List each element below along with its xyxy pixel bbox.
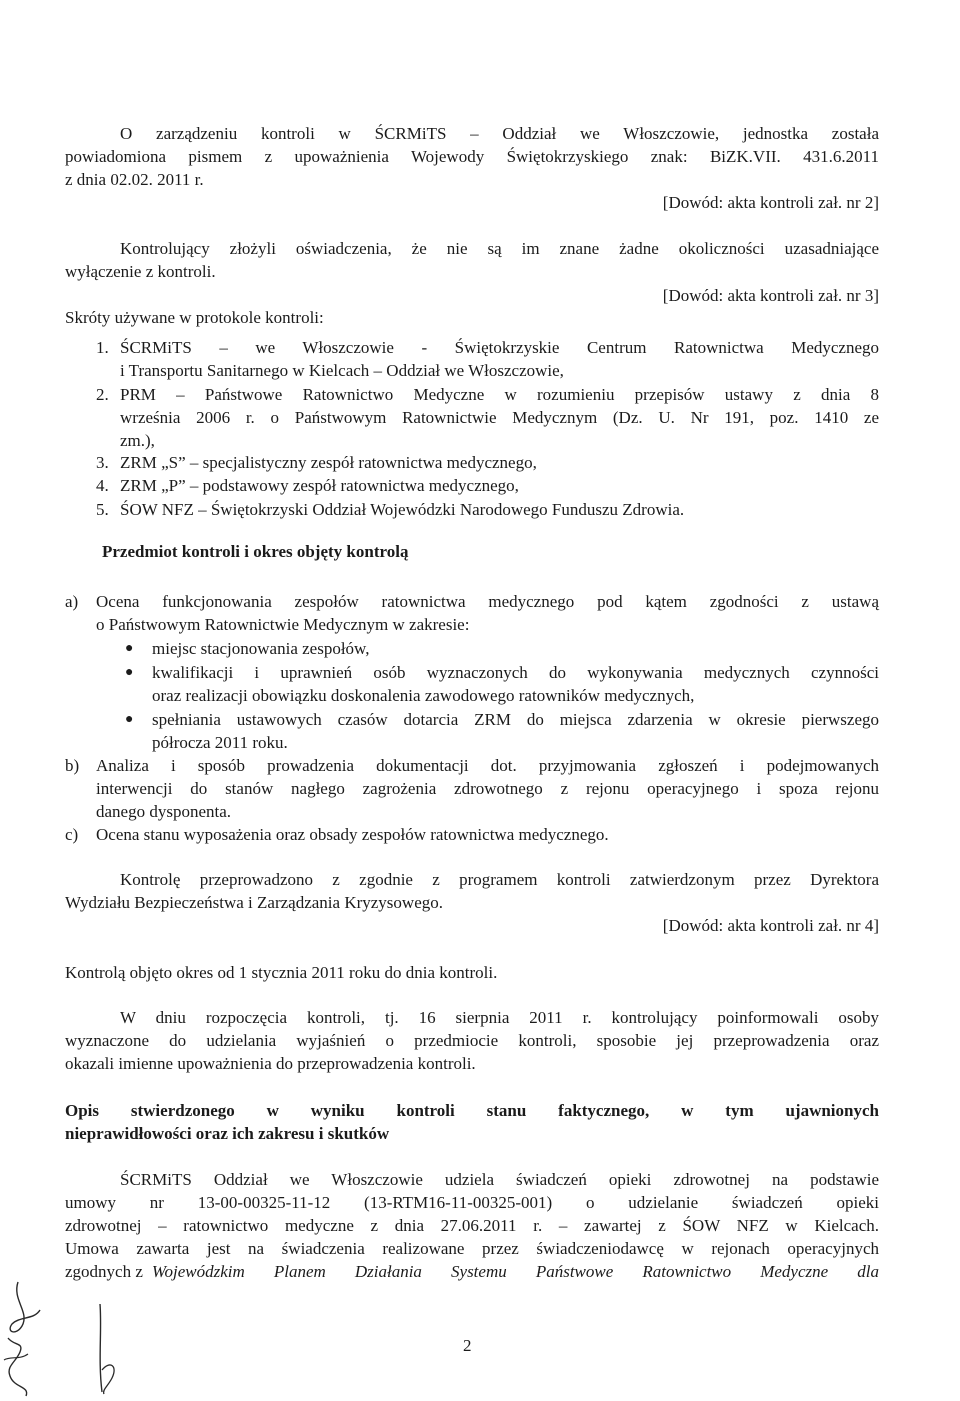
abbr-number-2: 2. (96, 385, 109, 404)
abbr-number-5: 5. (96, 500, 109, 519)
scope-a-bullet-2-line-2: oraz realizacji obowiązku doskonalenia zawodowego ratowników medycznych, (152, 686, 695, 705)
abbr-item-4: ZRM „P” – podstawowy zespół ratownictwa medycznego, (120, 476, 519, 495)
start-line-3: okazali imienne upoważnienia do przeprowadzenia kontroli. (65, 1054, 476, 1073)
abbreviations-heading: Skróty używane w protokole kontroli: (65, 308, 324, 327)
scope-heading: Przedmiot kontroli i okres objęty kontrolą (102, 542, 409, 561)
bullet-dot-3: ● (125, 712, 134, 727)
abbr-item-5: ŚOW NFZ – Świętokrzyski Oddział Wojewódzki Narodowego Funduszu Zdrowia. (120, 500, 685, 519)
intro-line-3: z dnia 02.02. 2011 r. (65, 170, 204, 189)
statement-line-1: Kontrolujący złożyli oświadczenia, że nie są im znane żadne okoliczności uzasadniające (120, 239, 879, 258)
findings-heading-line-2: nieprawidłowości oraz ich zakresu i skutków (65, 1124, 390, 1143)
abbr-item-2-line-3: zm.), (120, 431, 155, 450)
bullet-dot-1: ● (125, 641, 134, 656)
findings-line-1: ŚCRMiTS Oddział we Włoszczowie udziela świadczeń opieki zdrowotnej na podstawie (120, 1170, 879, 1189)
scope-a-bullet-3-line-2: półrocza 2011 roku. (152, 733, 288, 752)
scope-b-line-3: danego dysponenta. (96, 802, 232, 821)
findings-line-4: Umowa zawarta jest na świadczenia realizowane przez świadczeniodawcę w rejonach operacyjnych (65, 1239, 879, 1258)
scope-a-line-2: o Państwowym Ratownictwie Medycznym w zakresie: (96, 615, 470, 634)
scope-label-a: a) (65, 592, 79, 611)
scope-a-bullet-2-line-1: kwalifikacji i uprawnień osób wyznaczonych do wykonywania medycznych czynności (152, 663, 879, 682)
start-line-1: W dniu rozpoczęcia kontroli, tj. 16 sierpnia 2011 r. kontrolujący poinformowali osoby (120, 1008, 879, 1027)
abbr-item-2-line-2: września 2006 r. o Państwowym Ratownictwie Medycznym (Dz. U. Nr 191, poz. 1410 ze (120, 408, 879, 427)
scope-b-line-1: Analiza i sposób prowadzenia dokumentacji dot. przyjmowania zgłoszeń i podejmowanych (96, 756, 879, 775)
intro-line-2: powiadomiona pismem z upoważnienia Wojewody Świętokrzyskiego znak: BiZK.VII. 431.6.2011 (65, 147, 879, 166)
initials-signature-left (0, 1280, 60, 1401)
scope-a-bullet-3-line-1: spełniania ustawowych czasów dotarcia ZRM do miejsca zdarzenia w okresie pierwszego (152, 710, 879, 729)
findings-line-5-italic: Wojewódzkim Planem Działania Systemu Państwowe Ratownictwo Medyczne dla (151, 1262, 879, 1281)
abbr-item-2-line-1: PRM – Państwowe Ratownictwo Medyczne w rozumieniu przepisów ustawy z dnia 8 (120, 385, 879, 404)
findings-heading-line-1: Opis stwierdzonego w wyniku kontroli stanu faktycznego, w tym ujawnionych (65, 1101, 879, 1120)
scope-a-bullet-1: miejsc stacjonowania zespołów, (152, 639, 370, 658)
scope-label-c: c) (65, 825, 79, 844)
start-line-2: wyznaczone do udzielania wyjaśnień o przedmiocie kontroli, sposobie jej przeprowadzenia oraz (65, 1031, 879, 1050)
abbr-item-1-line-2: i Transportu Sanitarnego w Kielcach – Oddział we Włoszczowie, (120, 361, 564, 380)
findings-line-3: zdrowotnej – ratownictwo medyczne z dnia 27.06.2011 r. – zawartej z ŚOW NFZ w Kielcach. (65, 1216, 879, 1235)
program-line-2: Wydziału Bezpieczeństwa i Zarządzania Kryzysowego. (65, 893, 443, 912)
findings-line-5-plain: zgodnych z (65, 1262, 143, 1281)
abbr-number-4: 4. (96, 476, 109, 495)
program-line-1: Kontrolę przeprowadzono z zgodnie z programem kontroli zatwierdzonym przez Dyrektora (120, 870, 879, 889)
evidence-note-3: [Dowód: akta kontroli zał. nr 3] (662, 286, 879, 305)
findings-line-5 (65, 1260, 879, 1283)
bullet-dot-2: ● (125, 665, 134, 680)
findings-line-2: umowy nr 13-00-00325-11-12 (13-RTM16-11-00325-001) o udzielanie świadczeń opieki (65, 1193, 879, 1212)
evidence-note-4: [Dowód: akta kontroli zał. nr 4] (662, 916, 879, 935)
scope-c-line-1: Ocena stanu wyposażenia oraz obsady zespołów ratownictwa medycznego. (96, 825, 609, 844)
abbr-item-1-line-1: ŚCRMiTS – we Włoszczowie - Świętokrzyskie Centrum Ratownictwa Medycznego (120, 338, 879, 357)
evidence-note-2: [Dowód: akta kontroli zał. nr 2] (662, 193, 879, 212)
period-text: Kontrolą objęto okres od 1 stycznia 2011 roku do dnia kontroli. (65, 963, 498, 982)
scope-label-b: b) (65, 756, 80, 775)
initials-signature-right (80, 1300, 130, 1401)
abbr-item-3: ZRM „S” – specjalistyczny zespół ratownictwa medycznego, (120, 453, 537, 472)
scope-b-line-2: interwencji do stanów nagłego zagrożenia zdrowotnego z rejonu operacyjnego i spoza rejonu (96, 779, 879, 798)
statement-line-2: wyłączenie z kontroli. (65, 262, 216, 281)
page-number: 2 (463, 1336, 472, 1355)
abbr-number-3: 3. (96, 453, 109, 472)
abbr-number-1: 1. (96, 338, 109, 357)
intro-line-1: O zarządzeniu kontroli w ŚCRMiTS – Oddział we Włoszczowie, jednostka została (120, 124, 879, 143)
scope-a-line-1: Ocena funkcjonowania zespołów ratownictwa medycznego pod kątem zgodności z ustawą (96, 592, 879, 611)
